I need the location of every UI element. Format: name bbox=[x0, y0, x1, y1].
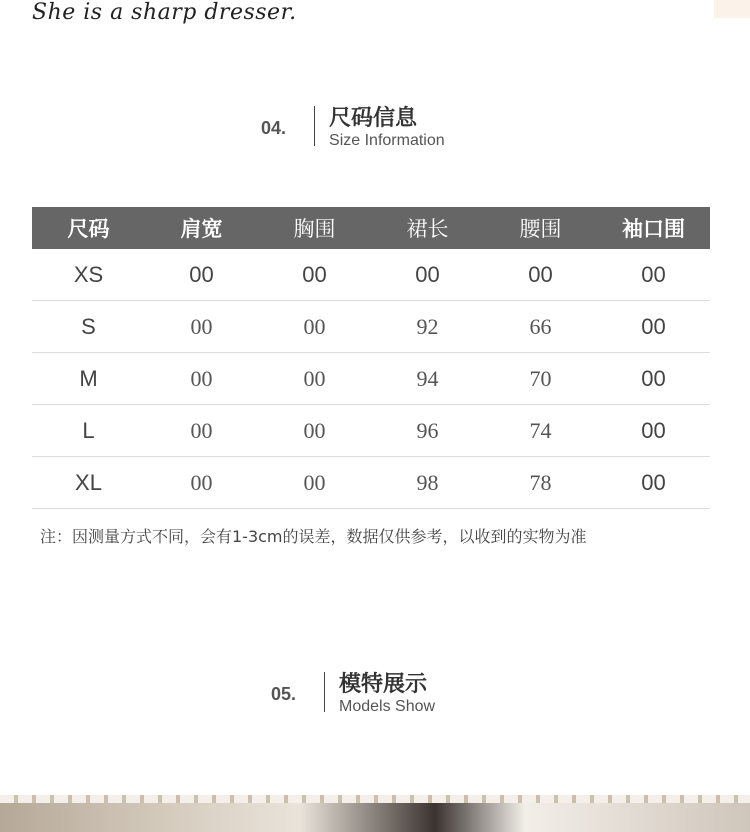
section-header-models-show bbox=[271, 672, 435, 716]
cell-shoulder: 00 bbox=[145, 457, 258, 509]
section-number: 05. bbox=[271, 684, 297, 704]
cell-bust: 00 bbox=[258, 405, 371, 457]
section-titles bbox=[329, 106, 445, 150]
cell-cuff: 00 bbox=[597, 353, 710, 405]
table-row bbox=[32, 301, 710, 353]
section-title-en: Models Show bbox=[339, 698, 436, 715]
cell-size: XL bbox=[32, 457, 145, 509]
section-divider bbox=[324, 672, 325, 712]
cell-length: 94 bbox=[371, 353, 484, 405]
cell-shoulder: 00 bbox=[145, 405, 258, 457]
section-header-size-info bbox=[261, 106, 445, 150]
cell-waist: 78 bbox=[484, 457, 597, 509]
cell-bust: 00 bbox=[258, 249, 371, 301]
table-row bbox=[32, 457, 710, 509]
header-length: 裙长 bbox=[371, 207, 484, 249]
cell-shoulder: 00 bbox=[145, 301, 258, 353]
ceiling-molding bbox=[0, 795, 750, 803]
cell-waist: 74 bbox=[484, 405, 597, 457]
cell-bust: 00 bbox=[258, 353, 371, 405]
tagline: She is a sharp dresser. bbox=[32, 0, 297, 25]
cell-length: 96 bbox=[371, 405, 484, 457]
cell-size: XS bbox=[32, 249, 145, 301]
header-waist: 腰围 bbox=[484, 207, 597, 249]
cell-length: 98 bbox=[371, 457, 484, 509]
cell-length: 00 bbox=[371, 249, 484, 301]
cell-waist: 70 bbox=[484, 353, 597, 405]
cell-length: 92 bbox=[371, 301, 484, 353]
table-row bbox=[32, 353, 710, 405]
section-title-cn: 尺码信息 bbox=[329, 106, 418, 131]
size-table bbox=[32, 207, 710, 509]
table-header-row bbox=[32, 207, 710, 249]
cell-cuff: 00 bbox=[597, 301, 710, 353]
cell-cuff: 00 bbox=[597, 405, 710, 457]
header-size: 尺码 bbox=[32, 207, 145, 249]
cell-bust: 00 bbox=[258, 301, 371, 353]
cell-size: M bbox=[32, 353, 145, 405]
header-shoulder: 肩宽 bbox=[145, 207, 258, 249]
table-row bbox=[32, 249, 710, 301]
cell-size: S bbox=[32, 301, 145, 353]
model-photo bbox=[0, 795, 750, 832]
table-row bbox=[32, 405, 710, 457]
section-number: 04. bbox=[261, 118, 287, 138]
section-titles bbox=[339, 672, 435, 716]
cell-cuff: 00 bbox=[597, 249, 710, 301]
header-bust: 胸围 bbox=[258, 207, 371, 249]
section-title-en: Size Information bbox=[329, 132, 445, 149]
cell-waist: 00 bbox=[484, 249, 597, 301]
section-divider bbox=[314, 106, 315, 146]
measurement-note: 注：因测量方式不同，会有1-3cm的误差，数据仅供参考，以收到的实物为准 bbox=[40, 527, 587, 546]
corner-decoration bbox=[714, 0, 750, 18]
cell-shoulder: 00 bbox=[145, 249, 258, 301]
section-title-cn: 模特展示 bbox=[339, 672, 428, 697]
header-cuff: 袖口围 bbox=[597, 207, 710, 249]
cell-bust: 00 bbox=[258, 457, 371, 509]
cell-size: L bbox=[32, 405, 145, 457]
cell-waist: 66 bbox=[484, 301, 597, 353]
cell-cuff: 00 bbox=[597, 457, 710, 509]
cell-shoulder: 00 bbox=[145, 353, 258, 405]
